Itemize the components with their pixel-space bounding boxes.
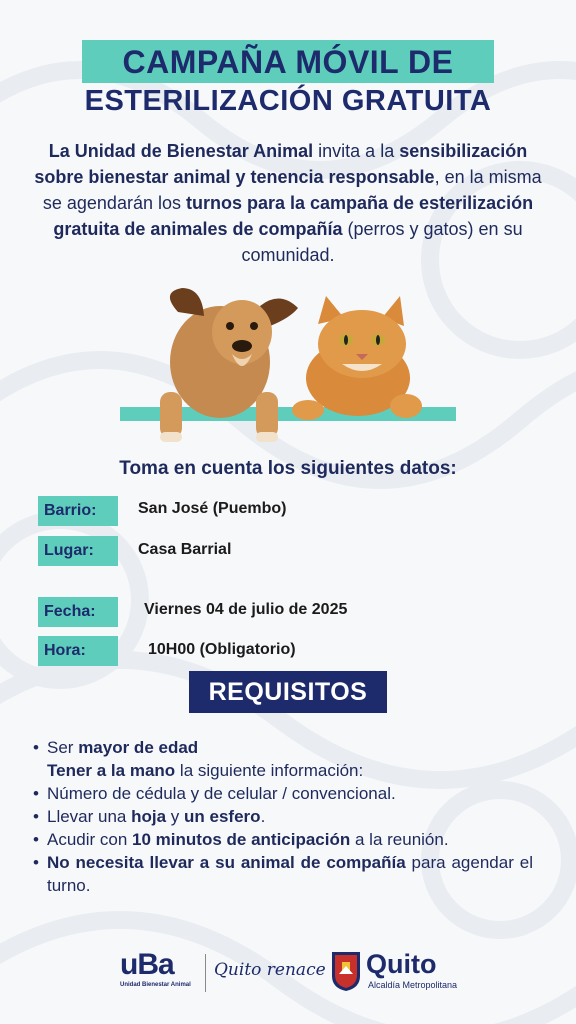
quito-renace-slogan: Quito renace <box>214 960 326 980</box>
barrio-value: San José (Puembo) <box>138 500 287 517</box>
barrio-row <box>38 496 118 526</box>
item4-bold-1: hoja <box>131 807 167 826</box>
item4-bold-2: un esfero <box>184 807 261 826</box>
requisito-item-3 <box>33 782 533 805</box>
item4-mid: y <box>166 807 185 826</box>
requisito-item-4 <box>33 805 533 828</box>
item5-end: a la reunión. <box>350 830 449 849</box>
footer-logos <box>0 948 576 998</box>
lugar-row <box>38 536 118 566</box>
hora-label: Hora: <box>38 636 118 666</box>
campaign-title <box>0 40 576 118</box>
uba-logo-subtitle: Unidad Bienestar Animal <box>120 982 191 988</box>
item5-bold: 10 minutos de anticipación <box>132 830 351 849</box>
item4-end: . <box>260 807 266 826</box>
item2-bold: Tener a la mano <box>47 761 176 780</box>
logo-divider <box>205 954 206 992</box>
item1-bold: mayor de edad <box>78 738 199 757</box>
intro-bold-1: La Unidad de Bienestar Animal <box>48 141 314 161</box>
intro-text-3: (perros y gatos) en su comunidad. <box>241 219 523 265</box>
hora-row <box>38 636 118 666</box>
item4-text: Llevar una <box>47 807 132 826</box>
barrio-label: Barrio: <box>38 496 118 526</box>
dog-and-cat-illustration <box>120 282 460 462</box>
fecha-row <box>38 597 118 627</box>
title-line-2: ESTERILIZACIÓN GRATUITA <box>84 85 492 117</box>
fecha-label: Fecha: <box>38 597 118 627</box>
lugar-value: Casa Barrial <box>138 541 232 558</box>
quito-logo-subtitle: Alcaldía Metropolitana <box>368 980 458 990</box>
info-heading: Toma en cuenta los siguientes datos: <box>119 458 457 479</box>
item5-text: Acudir con <box>47 830 133 849</box>
item6-end: para agendar el turno. <box>47 853 533 895</box>
intro-text-2: , en la misma se agendarán los <box>42 167 542 213</box>
requisitos-list <box>33 736 533 897</box>
requisitos-title: REQUISITOS <box>189 671 387 713</box>
quito-logo-text: Quito <box>366 949 437 979</box>
fecha-value: Viernes 04 de julio de 2025 <box>144 601 348 618</box>
item1-text: Ser <box>47 738 79 757</box>
item2-text: la siguiente información: <box>175 761 364 780</box>
item3-text: Número de cédula y de celular / convencional. <box>47 784 396 803</box>
lugar-label: Lugar: <box>38 536 118 566</box>
cat-icon <box>292 296 422 420</box>
intro-bold-3: turnos para la campaña de esterilización gratuita de animales de compañía <box>53 193 534 239</box>
title-line-1: CAMPAÑA MÓVIL DE <box>82 40 494 83</box>
intro-bold-2: sensibilización sobre bienestar animal y tenencia responsable <box>34 141 528 187</box>
bullet: • <box>33 738 39 757</box>
quito-crest-icon <box>330 950 362 992</box>
bullet: • <box>33 807 39 826</box>
requisito-item-5 <box>33 828 533 851</box>
bullet: • <box>33 853 39 872</box>
hora-value: 10H00 (Obligatorio) <box>148 641 296 658</box>
bullet: • <box>33 784 39 803</box>
item6-bold: No necesita llevar a su animal de compañía <box>47 853 406 872</box>
uba-logo <box>120 950 200 996</box>
bullet: • <box>33 830 39 849</box>
requisito-item-2 <box>33 759 533 782</box>
intro-paragraph <box>28 138 548 268</box>
uba-logo-text: uBa <box>120 948 174 981</box>
intro-text-1: invita a la <box>313 141 400 161</box>
requisito-item-6 <box>33 851 533 897</box>
requisito-item-1 <box>33 736 533 759</box>
